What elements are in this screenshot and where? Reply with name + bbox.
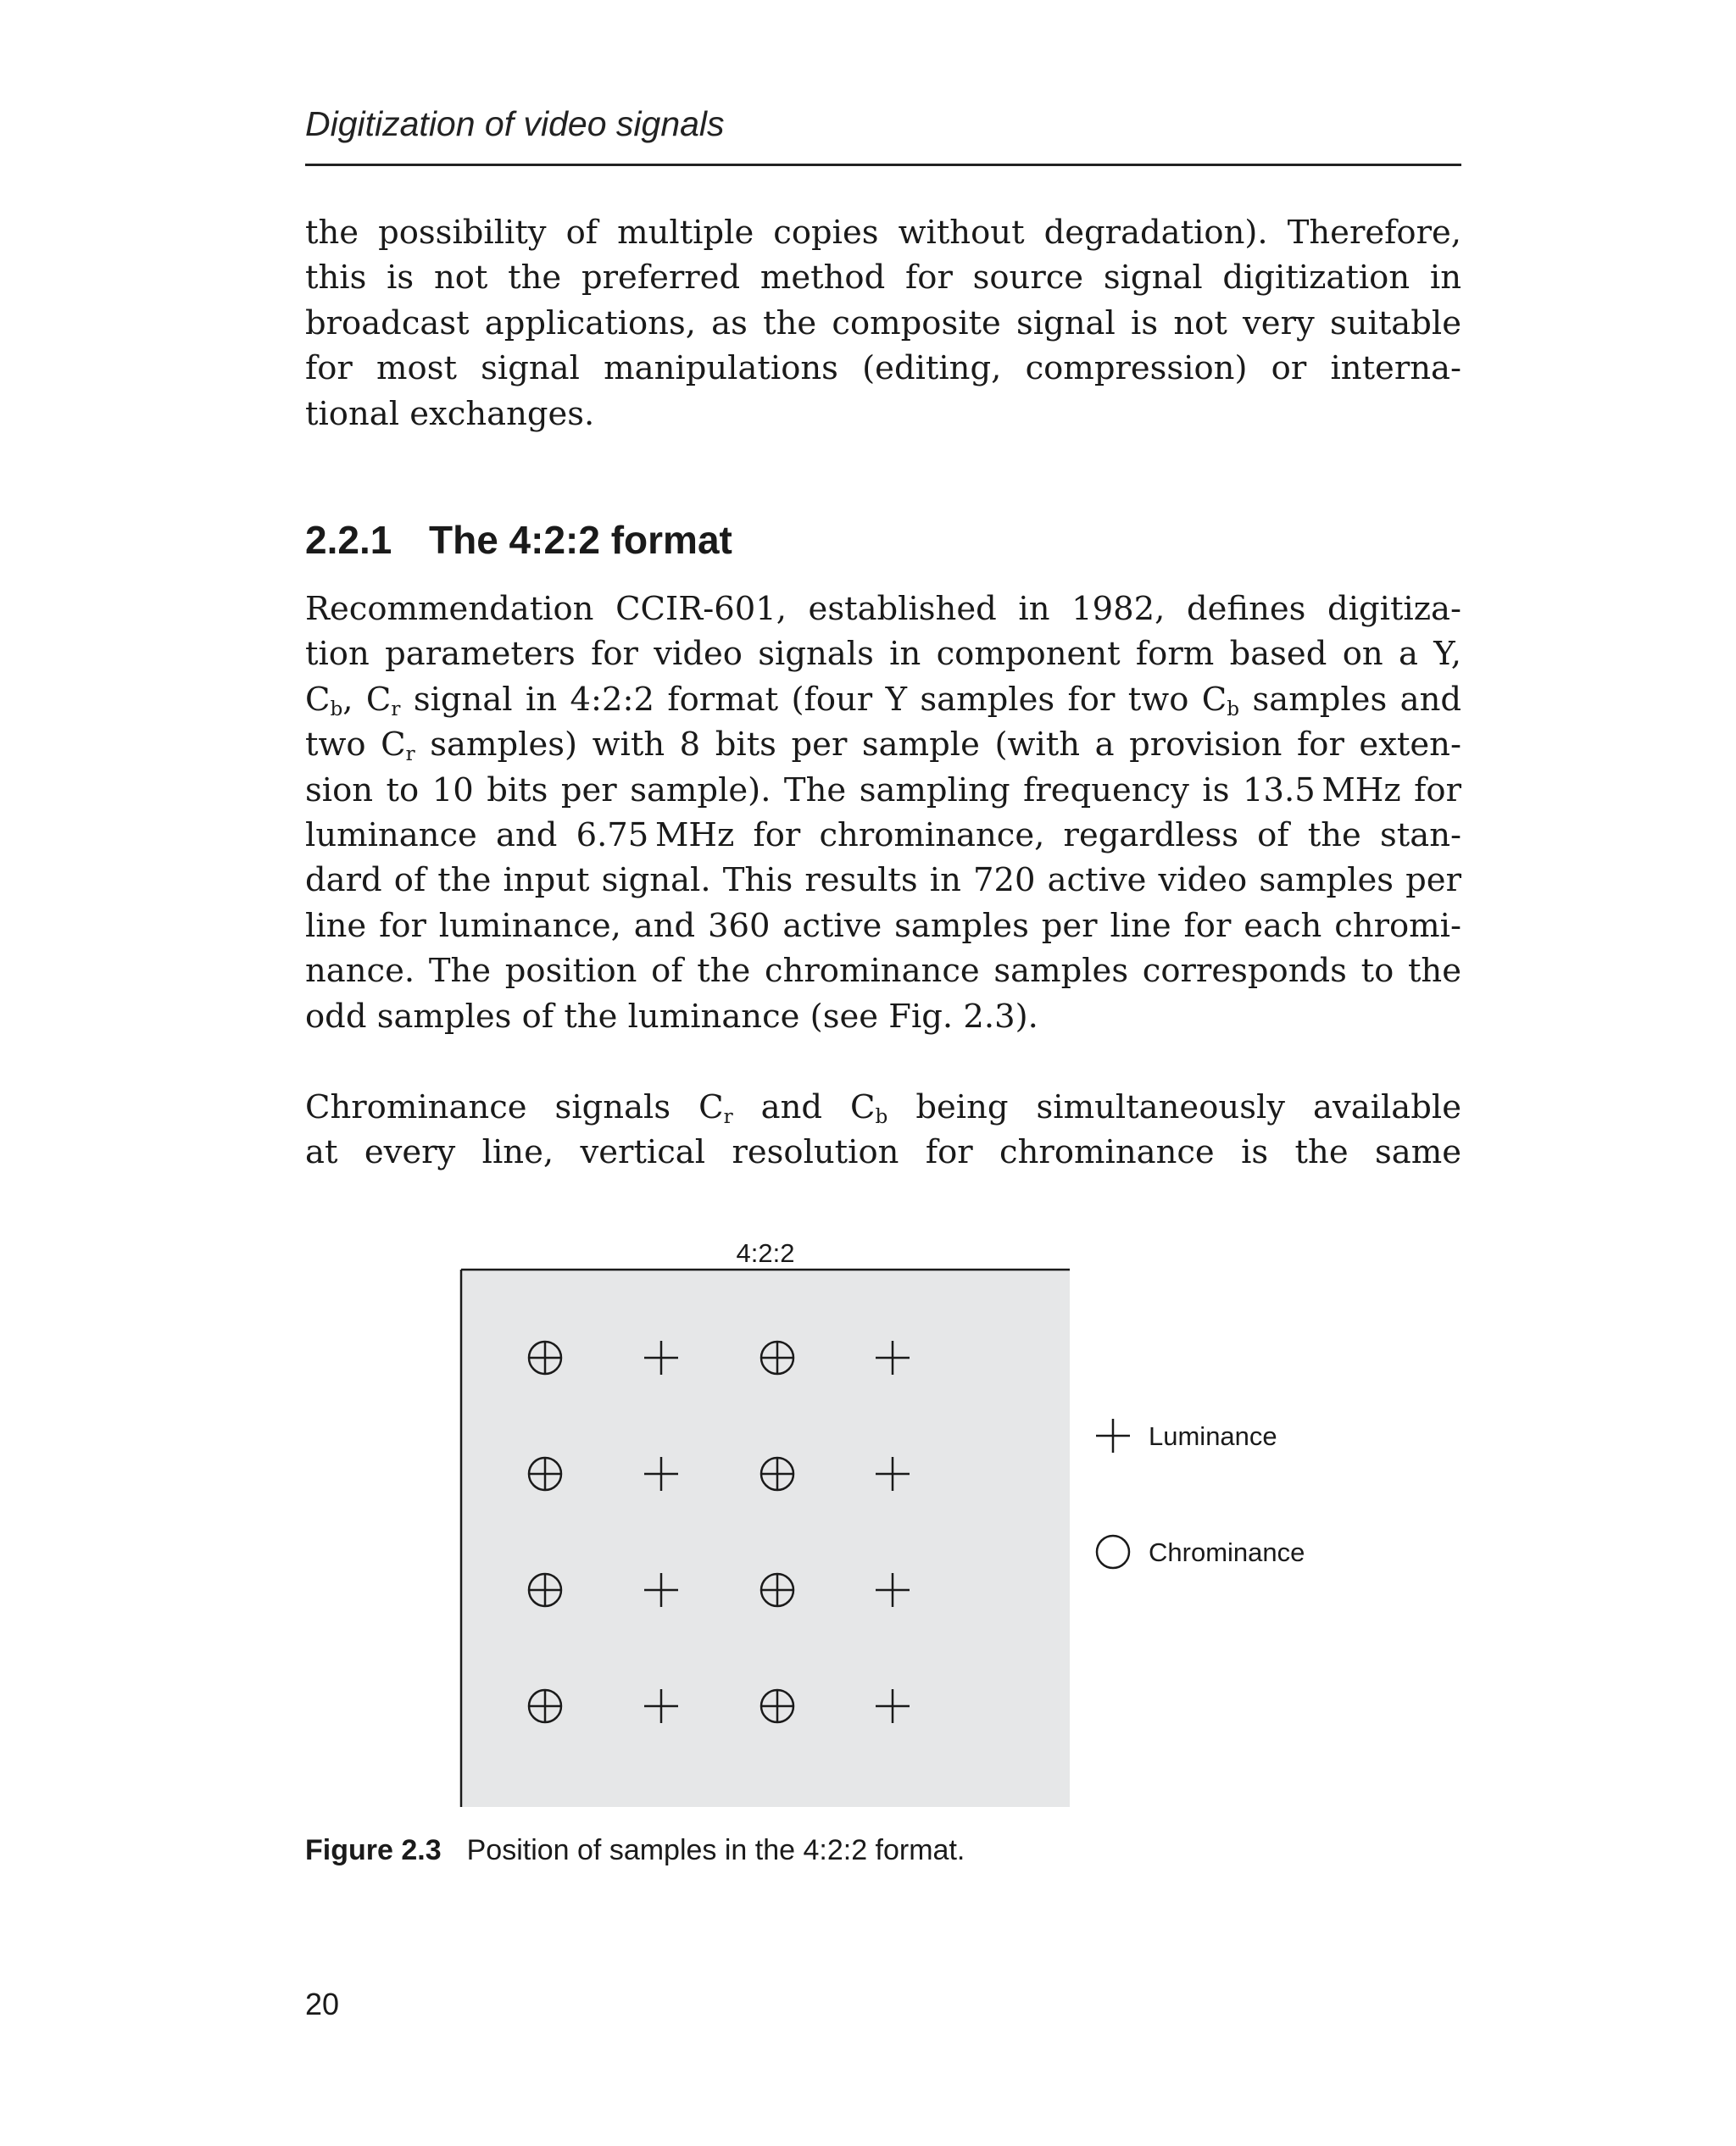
subscript: r [723, 1105, 733, 1128]
text-line: for most signal manipulations (editing, compression) or interna- [305, 349, 1461, 388]
figure-label: Figure 2.3 [305, 1834, 442, 1866]
running-head: Digitization of video signals [305, 104, 725, 143]
text-run: , C [342, 680, 392, 719]
text-line: nance. The position of the chrominance samples corresponds to the [305, 952, 1461, 991]
text-run: samples and [1239, 680, 1462, 719]
figure-caption-text: Position of samples in the 4:2:2 format. [466, 1834, 965, 1866]
text-line: tion parameters for video signals in component form based on a Y, [305, 635, 1461, 674]
legend-luminance-label: Luminance [1149, 1421, 1277, 1451]
text-line: odd samples of the luminance (see Fig. 2.3). [305, 997, 1038, 1036]
text-run: and C [732, 1088, 876, 1126]
page-number: 20 [305, 1987, 340, 2021]
text-run: signal in 4:2:2 format (four Y samples for two C [400, 680, 1227, 719]
diagram-panel [461, 1270, 1070, 1807]
text-line: the possibility of multiple copies without degradation). Therefore, [305, 214, 1461, 252]
text-line: luminance and 6.75 MHz for chrominance, regardless of the stan- [305, 815, 1461, 854]
section-number: 2.2.1 [305, 518, 392, 562]
text-run: samples) with 8 bits per sample (with a provision for exten- [415, 726, 1461, 764]
text-line: Recommendation CCIR-601, established in 1982, defines digitiza- [305, 590, 1461, 628]
text-line: line for luminance, and 360 active samples per line for each chromi- [305, 906, 1461, 945]
cross-icon [1096, 1419, 1130, 1453]
figure-caption [305, 1832, 965, 1868]
subscript: r [391, 698, 401, 720]
text-line: broadcast applications, as the composite signal is not very suitable [305, 303, 1461, 342]
diagram-title: 4:2:2 [736, 1238, 795, 1268]
text-line: tional exchanges. [305, 394, 595, 433]
text-run: Chrominance signals C [305, 1088, 724, 1126]
text-line: at every line, vertical resolution for chrominance is the same [305, 1133, 1461, 1172]
luminance-sample [1096, 1419, 1130, 1453]
subscript: b [875, 1105, 888, 1128]
legend-luminance [1096, 1419, 1277, 1453]
section-title: The 4:2:2 format [429, 518, 732, 562]
subscript: b [1227, 698, 1240, 720]
subscript: r [405, 742, 415, 765]
legend-chrominance-label: Chrominance [1149, 1537, 1305, 1567]
legend-chrominance [1097, 1536, 1305, 1568]
text-line: dard of the input signal. This results in 720 active video samples per [305, 861, 1461, 900]
text-run: being simultaneously available [887, 1088, 1462, 1126]
text-run: C [305, 680, 331, 719]
subscript: b [330, 698, 343, 720]
circle-icon [1097, 1536, 1129, 1568]
text-line: this is not the preferred method for source signal digitization in [305, 259, 1461, 297]
text-run: two C [305, 726, 406, 764]
text-line: sion to 10 bits per sample). The sampling frequency is 13.5 MHz for [305, 770, 1461, 809]
